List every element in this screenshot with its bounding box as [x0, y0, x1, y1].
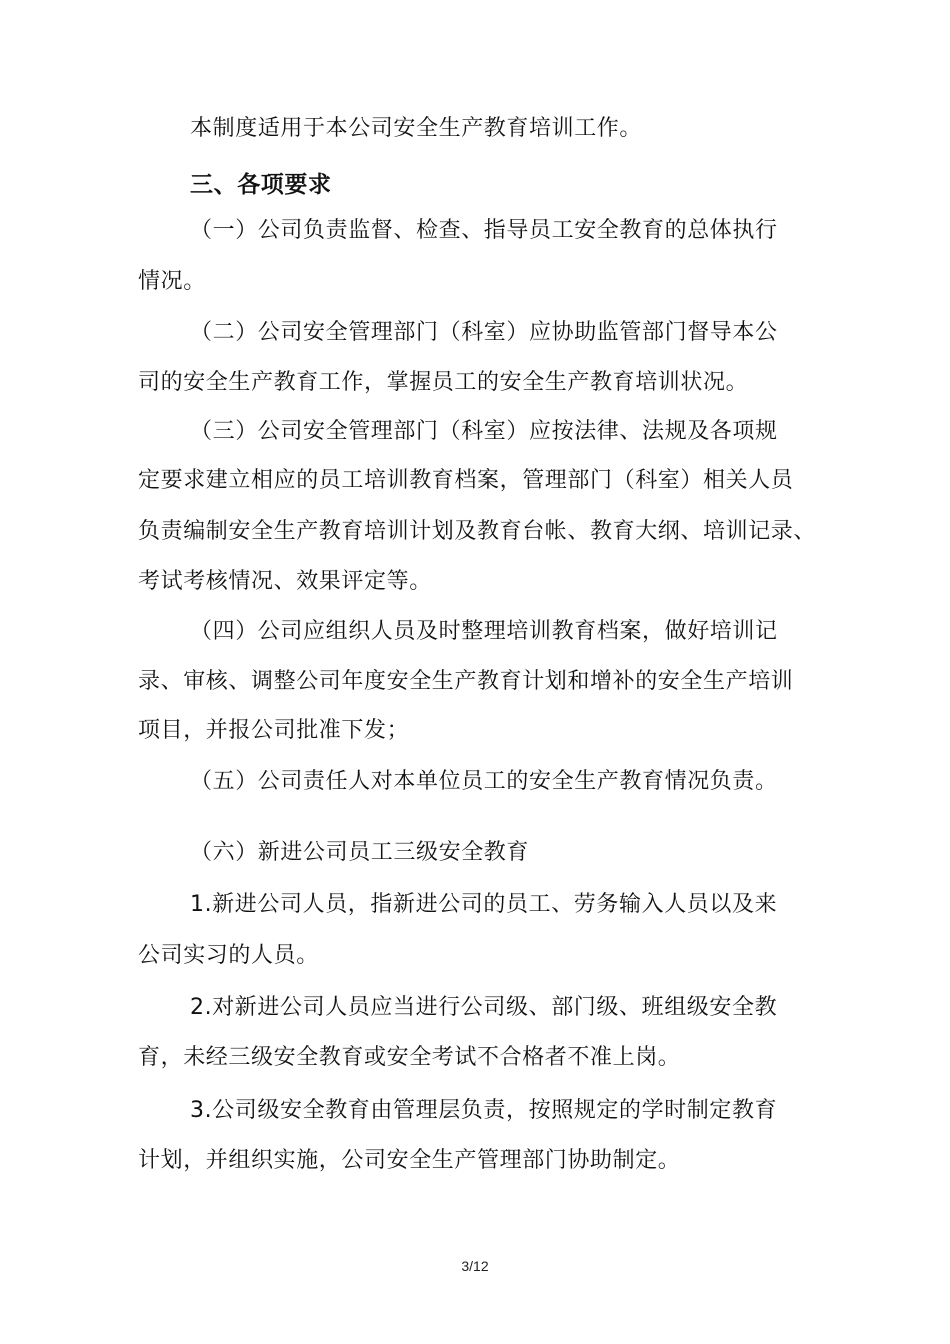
item-2-number: 2. [190, 995, 213, 1020]
paragraph-4-line-2: 录、审核、调整公司年度安全生产教育计划和增补的安全生产培训 [138, 669, 794, 694]
item-3-line-2: 计划，并组织实施，公司安全生产管理部门协助制定。 [138, 1148, 681, 1173]
paragraph-1-line-2: 情况。 [138, 269, 206, 294]
paragraph-3-line-4: 考试考核情况、效果评定等。 [138, 569, 432, 594]
item-2-line-1 [190, 993, 777, 1023]
section-heading: 三、各项要求 [190, 172, 332, 198]
item-1-line-1 [190, 890, 777, 920]
paragraph-5-line-1: （五）公司责任人对本单位员工的安全生产教育情况负责。 [190, 769, 778, 794]
paragraph-4-line-3: 项目，并报公司批准下发； [138, 718, 410, 743]
paragraph-2-line-1: （二）公司安全管理部门（科室）应协助监管部门督导本公 [190, 320, 778, 345]
item-1-number: 1. [190, 892, 213, 917]
paragraph-6-line-1: （六）新进公司员工三级安全教育 [190, 840, 530, 865]
paragraph-2-line-2: 司的安全生产教育工作，掌握员工的安全生产教育培训状况。 [138, 370, 749, 395]
paragraph-4-line-1: （四）公司应组织人员及时整理培训教育档案，做好培训记 [190, 619, 778, 644]
paragraph-1-line-1: （一）公司负责监督、检查、指导员工安全教育的总体执行 [190, 218, 778, 243]
paragraph-3-line-3: 负责编制安全生产教育培训计划及教育台帐、教育大纲、培训记录、 [138, 519, 817, 544]
page-number: 3/12 [461, 1258, 489, 1274]
item-3-text: 公司级安全教育由管理层负责，按照规定的学时制定教育 [212, 1098, 778, 1123]
item-3-number: 3. [190, 1098, 213, 1123]
item-2-text: 对新进公司人员应当进行公司级、部门级、班组级安全教 [212, 995, 778, 1020]
paragraph-3-line-2: 定要求建立相应的员工培训教育档案，管理部门（科室）相关人员 [138, 468, 794, 493]
item-2-line-2: 育，未经三级安全教育或安全考试不合格者不准上岗。 [138, 1045, 681, 1070]
item-1-line-2: 公司实习的人员。 [138, 943, 319, 968]
paragraph-3-line-1: （三）公司安全管理部门（科室）应按法律、法规及各项规 [190, 419, 778, 444]
item-1-text: 新进公司人员，指新进公司的员工、劳务输入人员以及来 [212, 892, 778, 917]
scope-paragraph: 本制度适用于本公司安全生产教育培训工作。 [190, 116, 643, 141]
item-3-line-1 [190, 1096, 777, 1126]
